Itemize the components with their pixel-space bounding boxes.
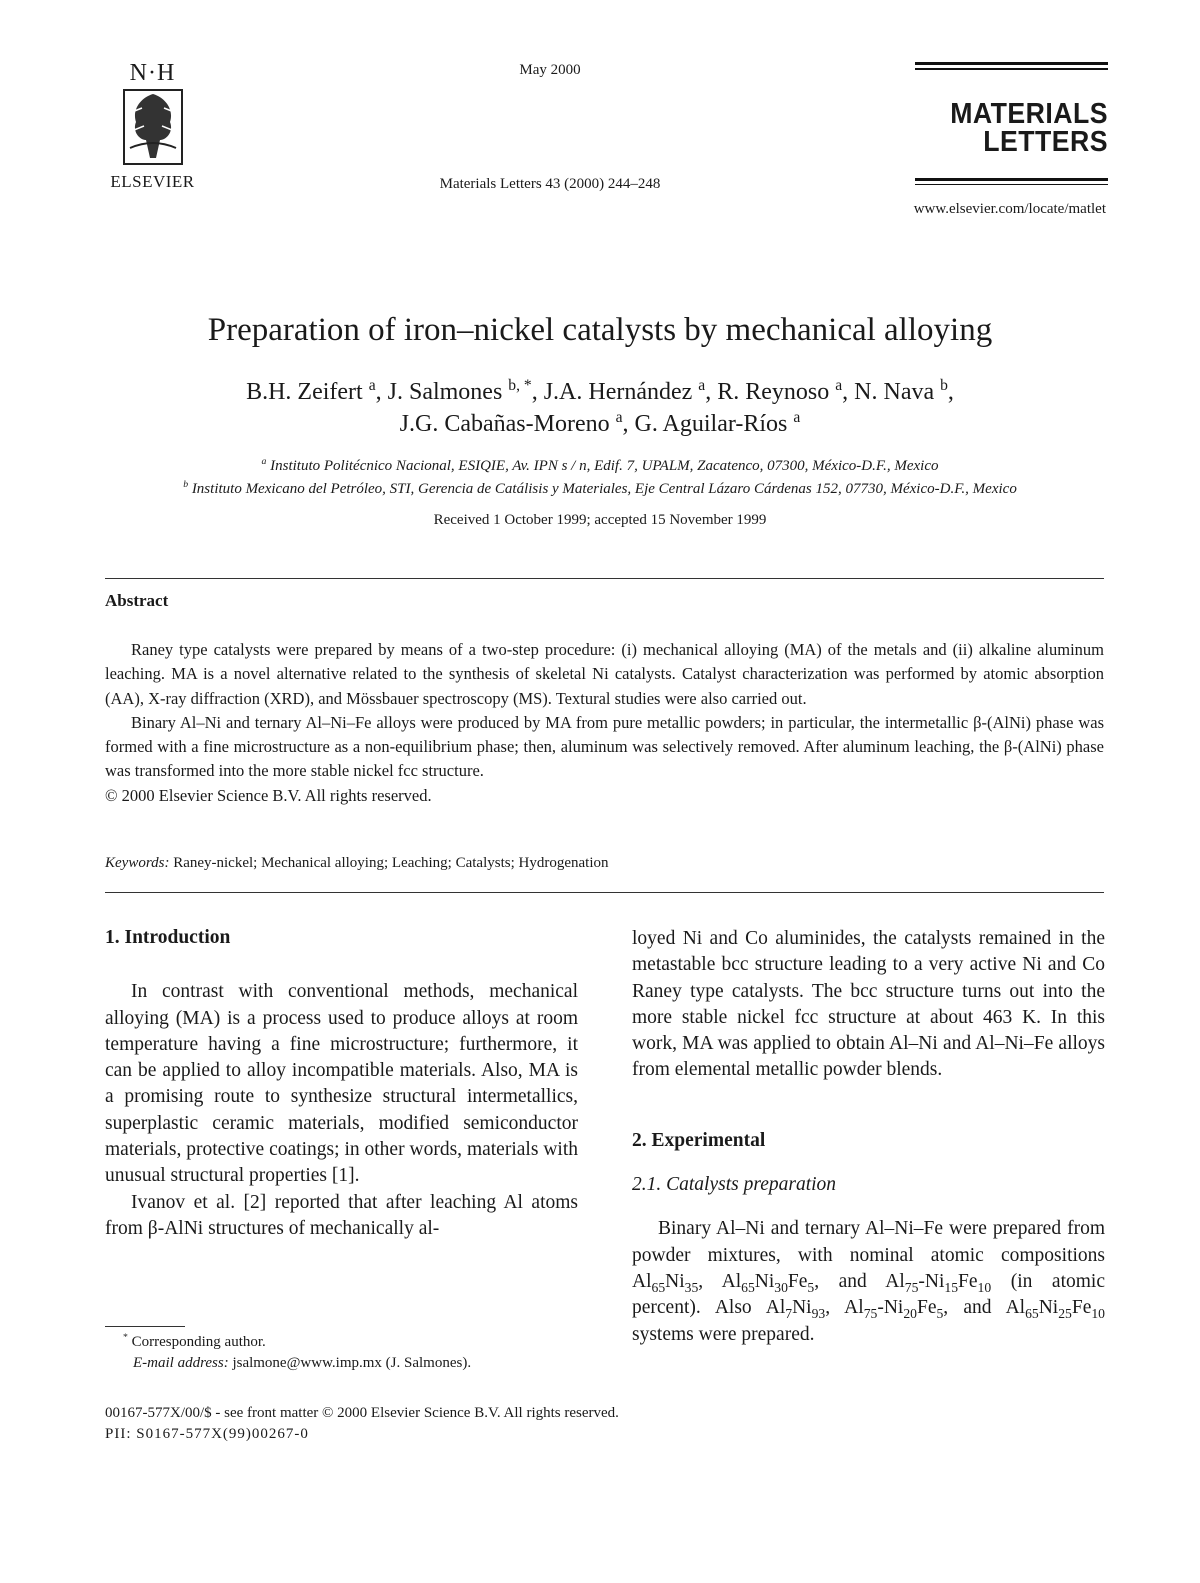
citation: Materials Letters 43 (2000) 244–248 — [439, 176, 661, 192]
abstract — [105, 638, 1104, 808]
continued-paragraph: loyed Ni and Co aluminides, the catalysts remained in the metastable bcc structure leading to a very active Ni and Co Raney type catalysts. The bcc structure turns out into the more stable nickel fcc structure at about 463 K. In this work, MA was applied to obtain Al–Ni and Al–Ni–Fe alloys from elemental metallic powder blends. — [632, 928, 1105, 1081]
left-column — [105, 925, 578, 1242]
issn-line: 00167-577X/00/$ - see front matter © 2000 Elsevier Science B.V. All rights reserved. — [105, 1405, 619, 1421]
corresponding-author-note: Corresponding author. — [131, 1334, 266, 1350]
affiliation-a: Instituto Politécnico Nacional, ESIQIE, Av. IPN s / n, Edif. 7, UPALM, Zacatenco, 07300, México-D.F., Mexico — [270, 458, 939, 474]
authors-line2: J.G. Cabañas-Moreno $^a$, G. Aguilar-Ríos $^a$ — [399, 409, 801, 437]
intro-paragraph-2: Ivanov et al. [2] reported that after leaching Al atoms from β-AlNi structures of mechanically al- — [105, 1191, 578, 1239]
publisher-monogram: N·H — [129, 60, 176, 86]
email-label: E-mail address: — [133, 1355, 229, 1371]
footnote: * Corresponding author. E-mail address: jsalmone@www.imp.mx (J. Salmones). — [123, 1332, 472, 1371]
authors-line1: B.H. Zeifert $^a$, J. Salmones $^{b, *}$, J.A. Hernández $^a$, R. Reynoso $^a$, N. Nava $^b$, — [246, 377, 954, 405]
journal-title-line1: MATERIALS — [950, 97, 1108, 130]
affiliation-b: Instituto Mexicano del Petróleo, STI, Gerencia de Catálisis y Materiales, Eje Central Lázaro Cárdenas 152, 07730, México-D.F., Mexico — [191, 481, 1017, 497]
abstract-heading: Abstract — [105, 591, 169, 610]
abstract-paragraph-2: Binary Al–Ni and ternary Al–Ni–Fe alloys were produced by MA from pure metallic powders; in particular, the intermetallic β-(AlNi) phase was formed with a fine microstructure as a non-equilibrium phase; then, aluminum was selectively removed. After aluminum leaching, the β-(AlNi) phase was transformed into the more stable nickel fcc structure. — [105, 712, 1104, 781]
issue-date: May 2000 — [519, 62, 581, 78]
publisher-logo — [105, 60, 200, 192]
right-column — [632, 926, 1105, 1348]
email-address[interactable]: jsalmone@www.imp.mx (J. Salmones). — [232, 1355, 472, 1371]
keywords — [105, 855, 609, 872]
abstract-paragraph-1: Raney type catalysts were prepared by means of a two-step procedure: (i) mechanical alloying (MA) of the metals and (ii) alkaline aluminum leaching. MA is a novel alternative related to the synthesis of skeletal Ni catalysts. Catalyst characterization was performed by atomic absorption (AA), X-ray diffraction (XRD), and Mössbauer spectroscopy (MS). Textural studies were also carried out. — [105, 640, 1104, 708]
subsection-heading-catalysts-preparation: 2.1. Catalysts preparation — [632, 1174, 837, 1196]
divider — [105, 892, 1104, 893]
section-heading-introduction: 1. Introduction — [105, 927, 231, 948]
divider — [105, 578, 1104, 579]
intro-paragraph-1: In contrast with conventional methods, mechanical alloying (MA) is a process used to produce alloys at room temperature having a fine microstructure; furthermore, it can be applied to alloy incompatible materials. Also, MA is a promising route to synthesize structural intermetallics, superplastic ceramic materials, modified semiconductor materials, protective coatings; in other words, materials with unusual structural properties [1]. — [105, 981, 578, 1187]
tree-emblem-icon — [122, 88, 184, 166]
experimental-paragraph-1: Binary Al–Ni and ternary Al–Ni–Fe were prepared from powder mixtures, with nominal atomic compositions $Al_{65}Ni_{35}$, $Al_{65}Ni_{30}Fe_5$, and $Al_{75}-Ni_{15}Fe_{10}$ (in atomic percent). Also $Al_7Ni_{93}$, $Al_{75}-Ni_{20}Fe_5$, and $Al_{65}Ni_{25}Fe_{10}$ systems were prepared. — [632, 1218, 1105, 1345]
received-dates: Received 1 October 1999; accepted 15 November 1999 — [433, 512, 767, 528]
keywords-label: Keywords: — [105, 855, 170, 871]
article-identifiers — [105, 1403, 619, 1445]
footnote-rule — [105, 1326, 185, 1327]
affiliations: $^a$ Instituto Politécnico Nacional, ESIQIE, Av. IPN s / n, Edif. 7, UPALM, Zacatenco, 07300, México-D.F., Mexico $^b$ Instituto Mexicano del Petróleo, STI, Gerencia de Catálisis y Materiales, Eje Central Lázaro Cárdenas 152, 07730, México-D.F., Mexico — [183, 456, 1017, 497]
pii-line: PII: S0167-577X(99)00267-0 — [105, 1426, 309, 1442]
keywords-text: Raney-nickel; Mechanical alloying; Leaching; Catalysts; Hydrogenation — [173, 855, 609, 871]
publisher-name: ELSEVIER — [110, 172, 195, 191]
journal-url[interactable]: www.elsevier.com/locate/matlet — [913, 201, 1106, 217]
article-title: Preparation of iron–nickel catalysts by mechanical alloying — [207, 312, 993, 348]
abstract-copyright: © 2000 Elsevier Science B.V. All rights reserved. — [105, 785, 432, 805]
journal-logo — [915, 62, 1108, 188]
section-heading-experimental: 2. Experimental — [632, 1129, 766, 1151]
author-list — [0, 376, 1200, 440]
journal-title-line2: LETTERS — [983, 125, 1108, 158]
